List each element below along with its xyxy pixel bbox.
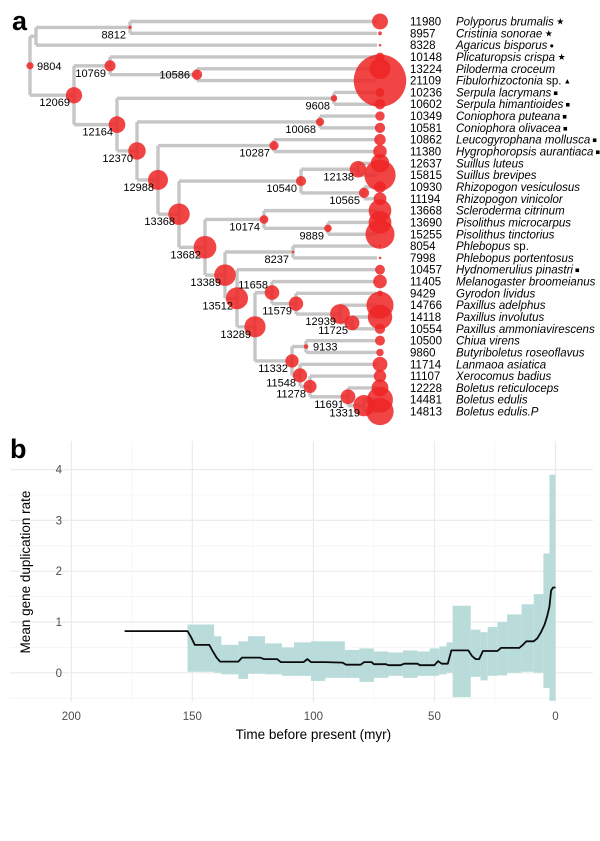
x-axis-title: Time before present (myr) <box>235 727 392 742</box>
node-label: 13389 <box>190 277 221 290</box>
tip-label: Xerocomus badius <box>456 371 552 384</box>
tip-label: Cristinia sonorae ★ <box>456 28 553 41</box>
node-circle <box>359 188 369 198</box>
tip-number: 11107 <box>410 371 441 384</box>
tip-number: 15815 <box>410 170 442 183</box>
panel-a-label: a <box>12 6 28 36</box>
node-circle <box>128 26 131 29</box>
tip-label: Agaricus bisporus ● <box>456 40 555 53</box>
node-label: 11579 <box>262 305 292 318</box>
tip-circle <box>354 54 406 106</box>
node-label: 10586 <box>159 69 190 82</box>
node-label: 11658 <box>238 279 268 292</box>
tip-number: 10581 <box>410 122 442 135</box>
tip-circle <box>375 324 385 334</box>
tip-circle <box>375 111 384 120</box>
node-circle <box>316 118 324 126</box>
tree-node-labels <box>37 29 360 419</box>
node-label: 10068 <box>285 123 316 136</box>
x-tick-label: 150 <box>182 711 202 723</box>
tip-number: 12228 <box>410 382 442 395</box>
tip-number: 10457 <box>410 264 442 277</box>
tip-label: Plicaturopsis crispa ★ <box>456 51 566 64</box>
tip-label: Serpula himantioides ■ <box>456 99 571 112</box>
tip-label: Pisolithus microcarpus <box>456 217 572 230</box>
node-label: 10287 <box>239 147 270 160</box>
node-circle <box>260 215 269 224</box>
tip-circle <box>375 123 385 133</box>
tip-label: Chiua virens <box>456 335 520 348</box>
node-label: 8812 <box>101 29 126 42</box>
tip-circle <box>379 245 382 248</box>
node-label: 11548 <box>266 377 296 390</box>
tip-number: 7998 <box>410 252 436 265</box>
node-circle <box>304 344 309 349</box>
tip-number: 14766 <box>410 300 442 313</box>
node-label: 12069 <box>39 97 70 110</box>
node-label: 8237 <box>264 253 289 266</box>
ribbon-segment <box>534 594 544 673</box>
tip-circle <box>374 134 385 145</box>
tip-circle <box>379 44 382 47</box>
x-tick-label: 0 <box>552 711 559 723</box>
tip-label: Hydnomerulius pinastri ■ <box>456 264 580 277</box>
y-tick-label: 1 <box>55 617 62 629</box>
node-label: 13682 <box>170 249 201 262</box>
tip-number: 8957 <box>410 28 436 41</box>
tip-number: 10930 <box>410 181 442 194</box>
tip-number: 13224 <box>410 63 442 76</box>
ribbon-segment <box>439 646 446 674</box>
tip-number: 10500 <box>410 335 442 348</box>
tip-label: Paxillus adelphus <box>456 300 546 313</box>
tip-number: 11980 <box>410 16 442 29</box>
tip-label: Coniophora olivacea ■ <box>456 122 568 135</box>
tip-label: Piloderma croceum <box>456 63 556 76</box>
tip-circle <box>375 265 385 275</box>
node-label: 10769 <box>75 67 106 80</box>
node-label: 10565 <box>329 194 360 207</box>
tip-label: Suillus brevipes <box>456 170 537 183</box>
ribbon-segment <box>359 648 374 682</box>
tip-number: 11405 <box>410 276 442 289</box>
tip-number: 9860 <box>410 347 436 360</box>
tip-circle <box>373 275 387 289</box>
tip-label: Paxillus involutus <box>456 312 545 324</box>
tip-circle <box>372 14 388 30</box>
tip-label: Rhizopogon vinicolor <box>456 193 563 206</box>
tip-number: 13668 <box>410 205 442 218</box>
ribbon-segment <box>221 645 238 674</box>
tip-number: 8328 <box>410 40 436 53</box>
tip-circle <box>374 181 386 193</box>
tip-number: 10349 <box>410 111 442 124</box>
tip-label: Lanmaoa asiatica <box>456 359 547 372</box>
tip-circle <box>379 257 382 260</box>
node-circle <box>324 225 332 233</box>
node-label: 9804 <box>37 60 62 73</box>
ribbon-segment <box>471 630 481 677</box>
node-label: 12164 <box>82 126 113 139</box>
tip-number: 10554 <box>410 323 442 336</box>
tip-label: Melanogaster broomeianus <box>456 276 596 289</box>
node-label: 9608 <box>305 100 330 113</box>
x-tick-label: 100 <box>303 711 323 723</box>
tip-circle <box>378 31 382 35</box>
node-label: 13319 <box>329 407 360 420</box>
node-circle <box>192 70 202 80</box>
confidence-ribbon <box>188 475 556 701</box>
node-label: 13512 <box>202 300 233 313</box>
tip-number: 10602 <box>410 99 442 112</box>
tip-label: Gyrodon lividus <box>456 288 536 301</box>
x-tick-label: 200 <box>61 711 81 723</box>
tip-number: 14481 <box>410 394 442 407</box>
tip-circle <box>375 99 385 109</box>
ribbon-segment <box>522 604 534 672</box>
tip-label: Phlebopus portentosus <box>456 252 574 265</box>
panel-b-label: b <box>10 434 27 464</box>
ribbon-segment <box>326 641 345 678</box>
tip-label: Butyriboletus roseoflavus <box>456 347 585 360</box>
node-label: 11332 <box>258 362 288 375</box>
node-label: 12988 <box>123 181 154 194</box>
tip-number: 13690 <box>410 217 442 230</box>
tip-circle <box>376 349 383 356</box>
tree-tip-labels <box>410 17 600 419</box>
node-circle <box>331 95 337 101</box>
x-tick-label: 50 <box>428 711 441 723</box>
chart-axis-ticks <box>56 465 559 723</box>
ribbon-segment <box>418 651 430 675</box>
tip-label: Paxillus ammoniavirescens <box>456 323 595 336</box>
tip-number: 11194 <box>410 193 441 206</box>
tip-number: 8054 <box>410 241 436 254</box>
node-label: 12370 <box>102 152 133 165</box>
tip-circle <box>373 357 388 372</box>
ribbon-segment <box>507 614 522 672</box>
tip-number: 21109 <box>410 75 442 88</box>
tip-label: Serpula lacrymans ■ <box>456 87 558 100</box>
tip-circle <box>375 336 385 346</box>
y-tick-label: 2 <box>55 566 62 579</box>
y-tick-label: 0 <box>55 667 62 680</box>
tip-label: Suillus luteus <box>456 158 524 171</box>
node-label: 11725 <box>318 324 348 337</box>
tip-label: Boletus edulis.P <box>456 406 539 419</box>
tip-label: Phlebopus sp. <box>456 241 529 254</box>
tip-number: 10862 <box>410 134 442 147</box>
tip-label: Pisolithus tinctorius <box>456 229 555 242</box>
tip-label: Hygrophoropsis aurantiaca ■ <box>456 146 600 159</box>
ribbon-segment <box>248 636 265 674</box>
node-label: 11278 <box>276 388 306 401</box>
tip-label: Boletus edulis <box>456 394 528 407</box>
tip-label: Coniophora puteana ■ <box>456 111 567 124</box>
tip-number: 10148 <box>410 51 442 64</box>
tip-number: 9429 <box>410 288 436 301</box>
tip-number: 11380 <box>410 146 442 159</box>
tip-number: 12637 <box>410 158 442 171</box>
y-tick-label: 3 <box>55 515 62 528</box>
node-label: 13289 <box>220 328 251 341</box>
node-label: 10174 <box>229 221 260 234</box>
node-circle <box>104 60 115 71</box>
node-label: 11691 <box>314 398 344 411</box>
node-circle <box>269 141 278 150</box>
y-tick-label: 4 <box>55 464 62 477</box>
tip-number: 14813 <box>410 406 442 419</box>
node-label: 10540 <box>266 183 297 196</box>
tip-circle <box>365 220 394 249</box>
tip-label: Polyporus brumalis ★ <box>456 16 565 29</box>
tip-number: 14118 <box>410 312 442 324</box>
tip-label: Fibulorhizoctonia sp. ▲ <box>456 75 571 88</box>
node-circle <box>296 176 306 186</box>
y-axis-title: Mean gene duplication rate <box>18 490 33 654</box>
ribbon-segment <box>311 641 326 681</box>
node-label: 9889 <box>299 230 324 243</box>
node-label: 9133 <box>313 341 338 354</box>
tip-number: 15255 <box>410 229 442 242</box>
node-circle <box>292 251 295 254</box>
tip-number: 11714 <box>410 359 442 372</box>
tip-label: Rhizopogon vesiculosus <box>456 181 581 194</box>
tip-label: Scleroderma citrinum <box>456 205 565 218</box>
tip-label: Leucogyrophana mollusca ■ <box>456 134 597 147</box>
node-label: 12939 <box>305 316 336 329</box>
node-label: 12138 <box>323 171 354 184</box>
tip-circle <box>376 88 385 97</box>
node-circle <box>26 62 33 69</box>
tip-number: 10236 <box>410 87 442 100</box>
node-label: 13368 <box>144 216 175 229</box>
ribbon-segment <box>480 632 487 680</box>
tip-label: Boletus reticuloceps <box>456 382 559 395</box>
